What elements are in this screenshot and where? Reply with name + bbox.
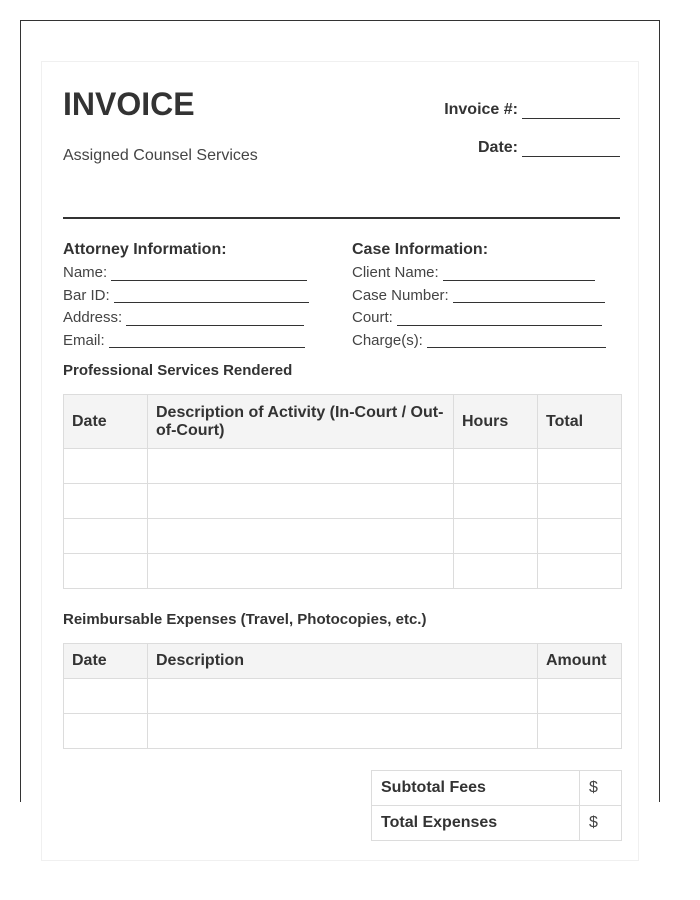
table-cell[interactable]: [454, 484, 538, 519]
table-cell[interactable]: [538, 484, 622, 519]
attorney-email-label: Email:: [63, 331, 105, 349]
case-number-label: Case Number:: [352, 286, 449, 304]
attorney-address-label: Address:: [63, 309, 123, 326]
attorney-name-row: [63, 262, 333, 285]
expenses-col-description: Description: [148, 644, 538, 679]
invoice-subtitle: Assigned Counsel Services: [63, 147, 258, 164]
expenses-header-row: [64, 644, 622, 679]
client-name-row: [352, 262, 622, 285]
services-title: Professional Services Rendered: [63, 362, 293, 379]
invoice-date-blank[interactable]: [522, 142, 620, 157]
attorney-barid-blank[interactable]: [114, 288, 309, 303]
total-expenses-label: Total Expenses: [372, 806, 580, 841]
table-cell[interactable]: [148, 484, 454, 519]
subtotal-fees-row: [372, 771, 622, 806]
invoice-number-label: Invoice #:: [444, 101, 518, 118]
table-row: [64, 449, 622, 484]
invoice-number-blank[interactable]: [522, 104, 620, 119]
attorney-address-blank[interactable]: [126, 311, 304, 326]
table-cell[interactable]: [64, 554, 148, 589]
table-cell[interactable]: [64, 484, 148, 519]
services-col-description: Description of Activity (In-Court / Out-of-Court): [148, 395, 454, 449]
expenses-table: [63, 643, 622, 749]
attorney-address-row: [63, 307, 333, 330]
table-cell[interactable]: [64, 519, 148, 554]
invoice-number-row: [444, 101, 620, 119]
table-cell[interactable]: [538, 714, 622, 749]
table-row: [64, 714, 622, 749]
total-expenses-value[interactable]: $: [580, 806, 622, 841]
attorney-name-blank[interactable]: [111, 266, 307, 281]
invoice-paper: [41, 61, 639, 861]
table-row: [64, 484, 622, 519]
invoice-date-row: [478, 139, 620, 157]
attorney-info: [63, 240, 333, 352]
table-cell[interactable]: [538, 449, 622, 484]
charges-row: [352, 330, 622, 353]
table-cell[interactable]: [148, 714, 538, 749]
invoice-header: [63, 88, 620, 219]
table-row: [64, 679, 622, 714]
table-cell[interactable]: [538, 519, 622, 554]
table-cell[interactable]: [64, 714, 148, 749]
total-expenses-row: [372, 806, 622, 841]
expenses-col-amount: Amount: [538, 644, 622, 679]
case-number-blank[interactable]: [453, 288, 605, 303]
client-name-label: Client Name:: [352, 264, 439, 281]
totals-table: [371, 770, 622, 841]
expenses-title: Reimbursable Expenses (Travel, Photocopies, etc.): [63, 611, 427, 628]
table-cell[interactable]: [538, 679, 622, 714]
case-info: [352, 240, 622, 352]
services-header-row: [64, 395, 622, 449]
table-cell[interactable]: [538, 554, 622, 589]
court-label: Court:: [352, 309, 393, 326]
attorney-email-row: [63, 330, 333, 353]
charges-blank[interactable]: [427, 333, 606, 348]
table-cell[interactable]: [64, 449, 148, 484]
attorney-name-label: Name:: [63, 264, 108, 281]
table-cell[interactable]: [454, 554, 538, 589]
attorney-barid-row: [63, 285, 333, 308]
table-cell[interactable]: [148, 679, 538, 714]
invoice-title: INVOICE: [63, 86, 195, 122]
table-row: [64, 519, 622, 554]
services-table: [63, 394, 622, 589]
court-blank[interactable]: [397, 311, 602, 326]
page-frame: [20, 20, 660, 831]
invoice-date-label: Date:: [477, 139, 518, 156]
expenses-col-date: Date: [64, 644, 148, 679]
services-col-date: Date: [64, 395, 148, 449]
services-col-total: Total: [538, 395, 622, 449]
client-name-blank[interactable]: [443, 266, 595, 281]
invoice-content: [63, 88, 620, 841]
services-col-hours: Hours: [454, 395, 538, 449]
info-section: [63, 240, 620, 352]
subtotal-fees-label: Subtotal Fees: [372, 771, 580, 806]
attorney-email-blank[interactable]: [109, 333, 305, 348]
table-cell[interactable]: [148, 449, 454, 484]
attorney-barid-label: Bar ID:: [63, 286, 110, 304]
table-cell[interactable]: [64, 679, 148, 714]
charges-label: Charge(s):: [352, 331, 423, 349]
table-cell[interactable]: [454, 449, 538, 484]
table-cell[interactable]: [454, 519, 538, 554]
table-cell[interactable]: [148, 519, 454, 554]
attorney-heading: Attorney Information:: [63, 241, 227, 258]
case-number-row: [352, 285, 622, 308]
table-row: [64, 554, 622, 589]
court-row: [352, 307, 622, 330]
case-heading: Case Information:: [352, 241, 489, 258]
subtotal-fees-value[interactable]: $: [580, 771, 622, 806]
table-cell[interactable]: [148, 554, 454, 589]
